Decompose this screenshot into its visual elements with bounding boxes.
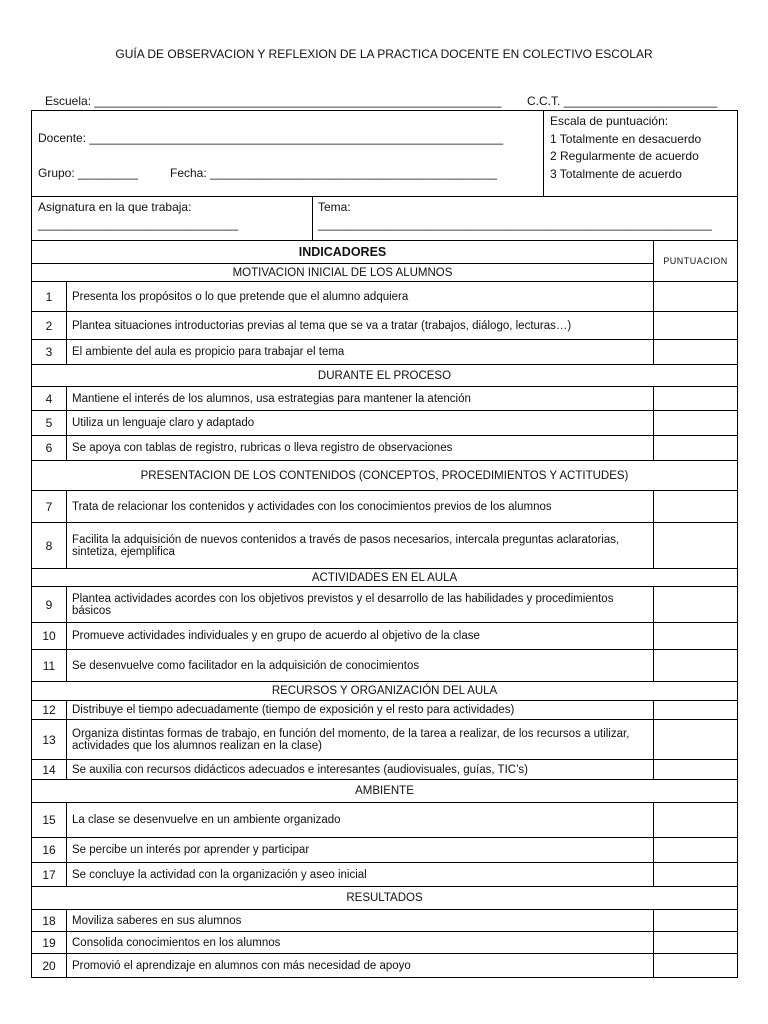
section-title: AMBIENTE — [32, 780, 738, 803]
indicator-text: Organiza distintas formas de trabajo, en función del momento, de la tarea a realizar, de los recursos a utilizar, actividades que los alumnos realizan en la clase) — [67, 720, 654, 760]
table-row — [32, 491, 738, 523]
indicator-text: Se concluye la actividad con la organización y aseo inicial — [67, 863, 654, 887]
indicator-text: Plantea actividades acordes con los objetivos previstos y el desarrollo de las habilidades y procedimientos básicos — [67, 587, 654, 623]
score-cell[interactable] — [654, 587, 738, 623]
indicator-text: La clase se desenvuelve en un ambiente organizado — [67, 803, 654, 838]
escuela-field[interactable]: _____________________________________________________________ — [94, 94, 502, 108]
score-cell[interactable] — [654, 411, 738, 436]
tema-field[interactable]: ___________________________________________________________ — [318, 217, 712, 231]
table-row — [32, 523, 738, 569]
escala-title: Escala de puntuación: — [550, 114, 669, 128]
score-cell[interactable] — [654, 340, 738, 365]
indicator-number: 1 — [32, 282, 67, 312]
section-title: RESULTADOS — [32, 887, 738, 910]
indicator-text: Consolida conocimientos en los alumnos — [67, 932, 654, 954]
score-cell[interactable] — [654, 523, 738, 569]
header-divider — [31, 196, 738, 197]
score-cell[interactable] — [654, 650, 738, 682]
indicator-number: 18 — [32, 910, 67, 932]
escuela-label: Escuela: — [45, 94, 92, 108]
score-cell[interactable] — [654, 954, 738, 978]
table-row — [32, 282, 738, 312]
indicator-text: Promovió el aprendizaje en alumnos con más necesidad de apoyo — [67, 954, 654, 978]
indicator-number: 2 — [32, 312, 67, 340]
indicator-number: 4 — [32, 387, 67, 411]
table-row — [32, 340, 738, 365]
indicator-text: Presenta los propósitos o lo que pretende que el alumno adquiera — [67, 282, 654, 312]
indicator-number: 10 — [32, 623, 67, 650]
table-row — [32, 803, 738, 838]
section-title: MOTIVACION INICIAL DE LOS ALUMNOS — [32, 264, 654, 282]
escala-item: 3 Totalmente de acuerdo — [550, 166, 682, 181]
score-cell[interactable] — [654, 863, 738, 887]
indicator-text: Distribuye el tiempo adecuadamente (tiempo de exposición y el resto para actividades) — [67, 701, 654, 720]
indicator-number: 11 — [32, 650, 67, 682]
indicator-number: 15 — [32, 803, 67, 838]
table-row — [32, 760, 738, 780]
section-title: ACTIVIDADES EN EL AULA — [32, 569, 738, 587]
indicator-text: Se auxilia con recursos didácticos adecuados e interesantes (audiovisuales, guías, TIC’s) — [67, 760, 654, 780]
escala-legend — [550, 113, 701, 183]
score-cell[interactable] — [654, 387, 738, 411]
score-cell[interactable] — [654, 910, 738, 932]
indicator-number: 16 — [32, 838, 67, 863]
indicator-text: Plantea situaciones introductorias previas al tema que se va a tratar (trabajos, diálogo, lecturas…) — [67, 312, 654, 340]
table-row — [32, 701, 738, 720]
indicator-text: Facilita la adquisición de nuevos contenidos a través de pasos necesarios, intercala preguntas aclaratorias, sintetiza, ejemplifica — [67, 523, 654, 569]
score-cell[interactable] — [654, 701, 738, 720]
docente-line — [38, 131, 503, 145]
page-title: GUÍA DE OBSERVACION Y REFLEXION DE LA PRACTICA DOCENTE EN COLECTIVO ESCOLAR — [115, 47, 653, 61]
grupo-field[interactable]: _________ — [78, 166, 139, 180]
score-cell[interactable] — [654, 932, 738, 954]
table-row — [32, 411, 738, 436]
indicator-number: 12 — [32, 701, 67, 720]
table-row — [32, 587, 738, 623]
table-row — [32, 720, 738, 760]
asignatura-field[interactable]: ______________________________ — [38, 217, 239, 231]
table-row — [32, 932, 738, 954]
asignatura-label: Asignatura en la que trabaja: — [38, 200, 192, 214]
table-row — [32, 650, 738, 682]
docente-label: Docente: — [38, 131, 87, 145]
indicator-text: Se apoya con tablas de registro, rubricas o lleva registro de observaciones — [67, 436, 654, 461]
indicator-number: 9 — [32, 587, 67, 623]
indicator-text: Moviliza saberes en sus alumnos — [67, 910, 654, 932]
fecha-label: Fecha: — [170, 166, 207, 180]
tema-cell — [318, 199, 712, 233]
indicator-number: 6 — [32, 436, 67, 461]
indicator-number: 8 — [32, 523, 67, 569]
escuela-line — [45, 94, 501, 108]
indicators-table — [31, 240, 738, 978]
indicator-number: 17 — [32, 863, 67, 887]
indicator-number: 14 — [32, 760, 67, 780]
puntuacion-heading: PUNTUACION — [654, 241, 738, 282]
table-row — [32, 910, 738, 932]
table-row — [32, 863, 738, 887]
indicator-number: 20 — [32, 954, 67, 978]
table-row — [32, 312, 738, 340]
indicator-text: Se percibe un interés por aprender y participar — [67, 838, 654, 863]
table-row — [32, 954, 738, 978]
indicator-text: Trata de relacionar los contenidos y actividades con los conocimientos previos de los alumnos — [67, 491, 654, 523]
asignatura-cell — [38, 199, 238, 233]
indicator-text: El ambiente del aula es propicio para trabajar el tema — [67, 340, 654, 365]
indicator-text: Utiliza un lenguaje claro y adaptado — [67, 411, 654, 436]
score-cell[interactable] — [654, 436, 738, 461]
indicadores-heading: INDICADORES — [32, 241, 654, 264]
fecha-line — [170, 166, 497, 180]
indicator-text: Mantiene el interés de los alumnos, usa estrategias para mantener la atención — [67, 387, 654, 411]
table-row — [32, 436, 738, 461]
indicator-text: Se desenvuelve como facilitador en la adquisición de conocimientos — [67, 650, 654, 682]
cct-label: C.C.T. — [527, 94, 561, 108]
section-title: PRESENTACION DE LOS CONTENIDOS (CONCEPTOS, PROCEDIMIENTOS Y ACTITUDES) — [32, 461, 738, 491]
grupo-label: Grupo: — [38, 166, 75, 180]
indicator-number: 13 — [32, 720, 67, 760]
score-cell[interactable] — [654, 803, 738, 838]
score-cell[interactable] — [654, 312, 738, 340]
indicator-number: 19 — [32, 932, 67, 954]
score-cell[interactable] — [654, 760, 738, 780]
table-row — [32, 838, 738, 863]
indicator-number: 7 — [32, 491, 67, 523]
section-title: RECURSOS Y ORGANIZACIÓN DEL AULA — [32, 682, 738, 701]
indicator-number: 5 — [32, 411, 67, 436]
fecha-field[interactable]: ___________________________________________ — [210, 166, 498, 180]
grupo-line — [38, 166, 138, 180]
cct-field[interactable]: _______________________ — [563, 94, 718, 108]
indicator-number: 3 — [32, 340, 67, 365]
cct-line — [527, 94, 717, 108]
score-cell[interactable] — [654, 720, 738, 760]
table-row — [32, 387, 738, 411]
score-cell[interactable] — [654, 838, 738, 863]
table-row — [32, 623, 738, 650]
score-cell[interactable] — [654, 491, 738, 523]
escala-item: 1 Totalmente en desacuerdo — [550, 131, 702, 146]
header-vertical-divider — [312, 196, 313, 241]
escala-item: 2 Regularmente de acuerdo — [550, 149, 699, 163]
score-cell[interactable] — [654, 623, 738, 650]
tema-label: Tema: — [318, 200, 351, 214]
docente-field[interactable]: ______________________________________________________________ — [89, 131, 504, 145]
section-title: DURANTE EL PROCESO — [32, 365, 738, 387]
score-cell[interactable] — [654, 282, 738, 312]
indicator-text: Promueve actividades individuales y en grupo de acuerdo al objetivo de la clase — [67, 623, 654, 650]
